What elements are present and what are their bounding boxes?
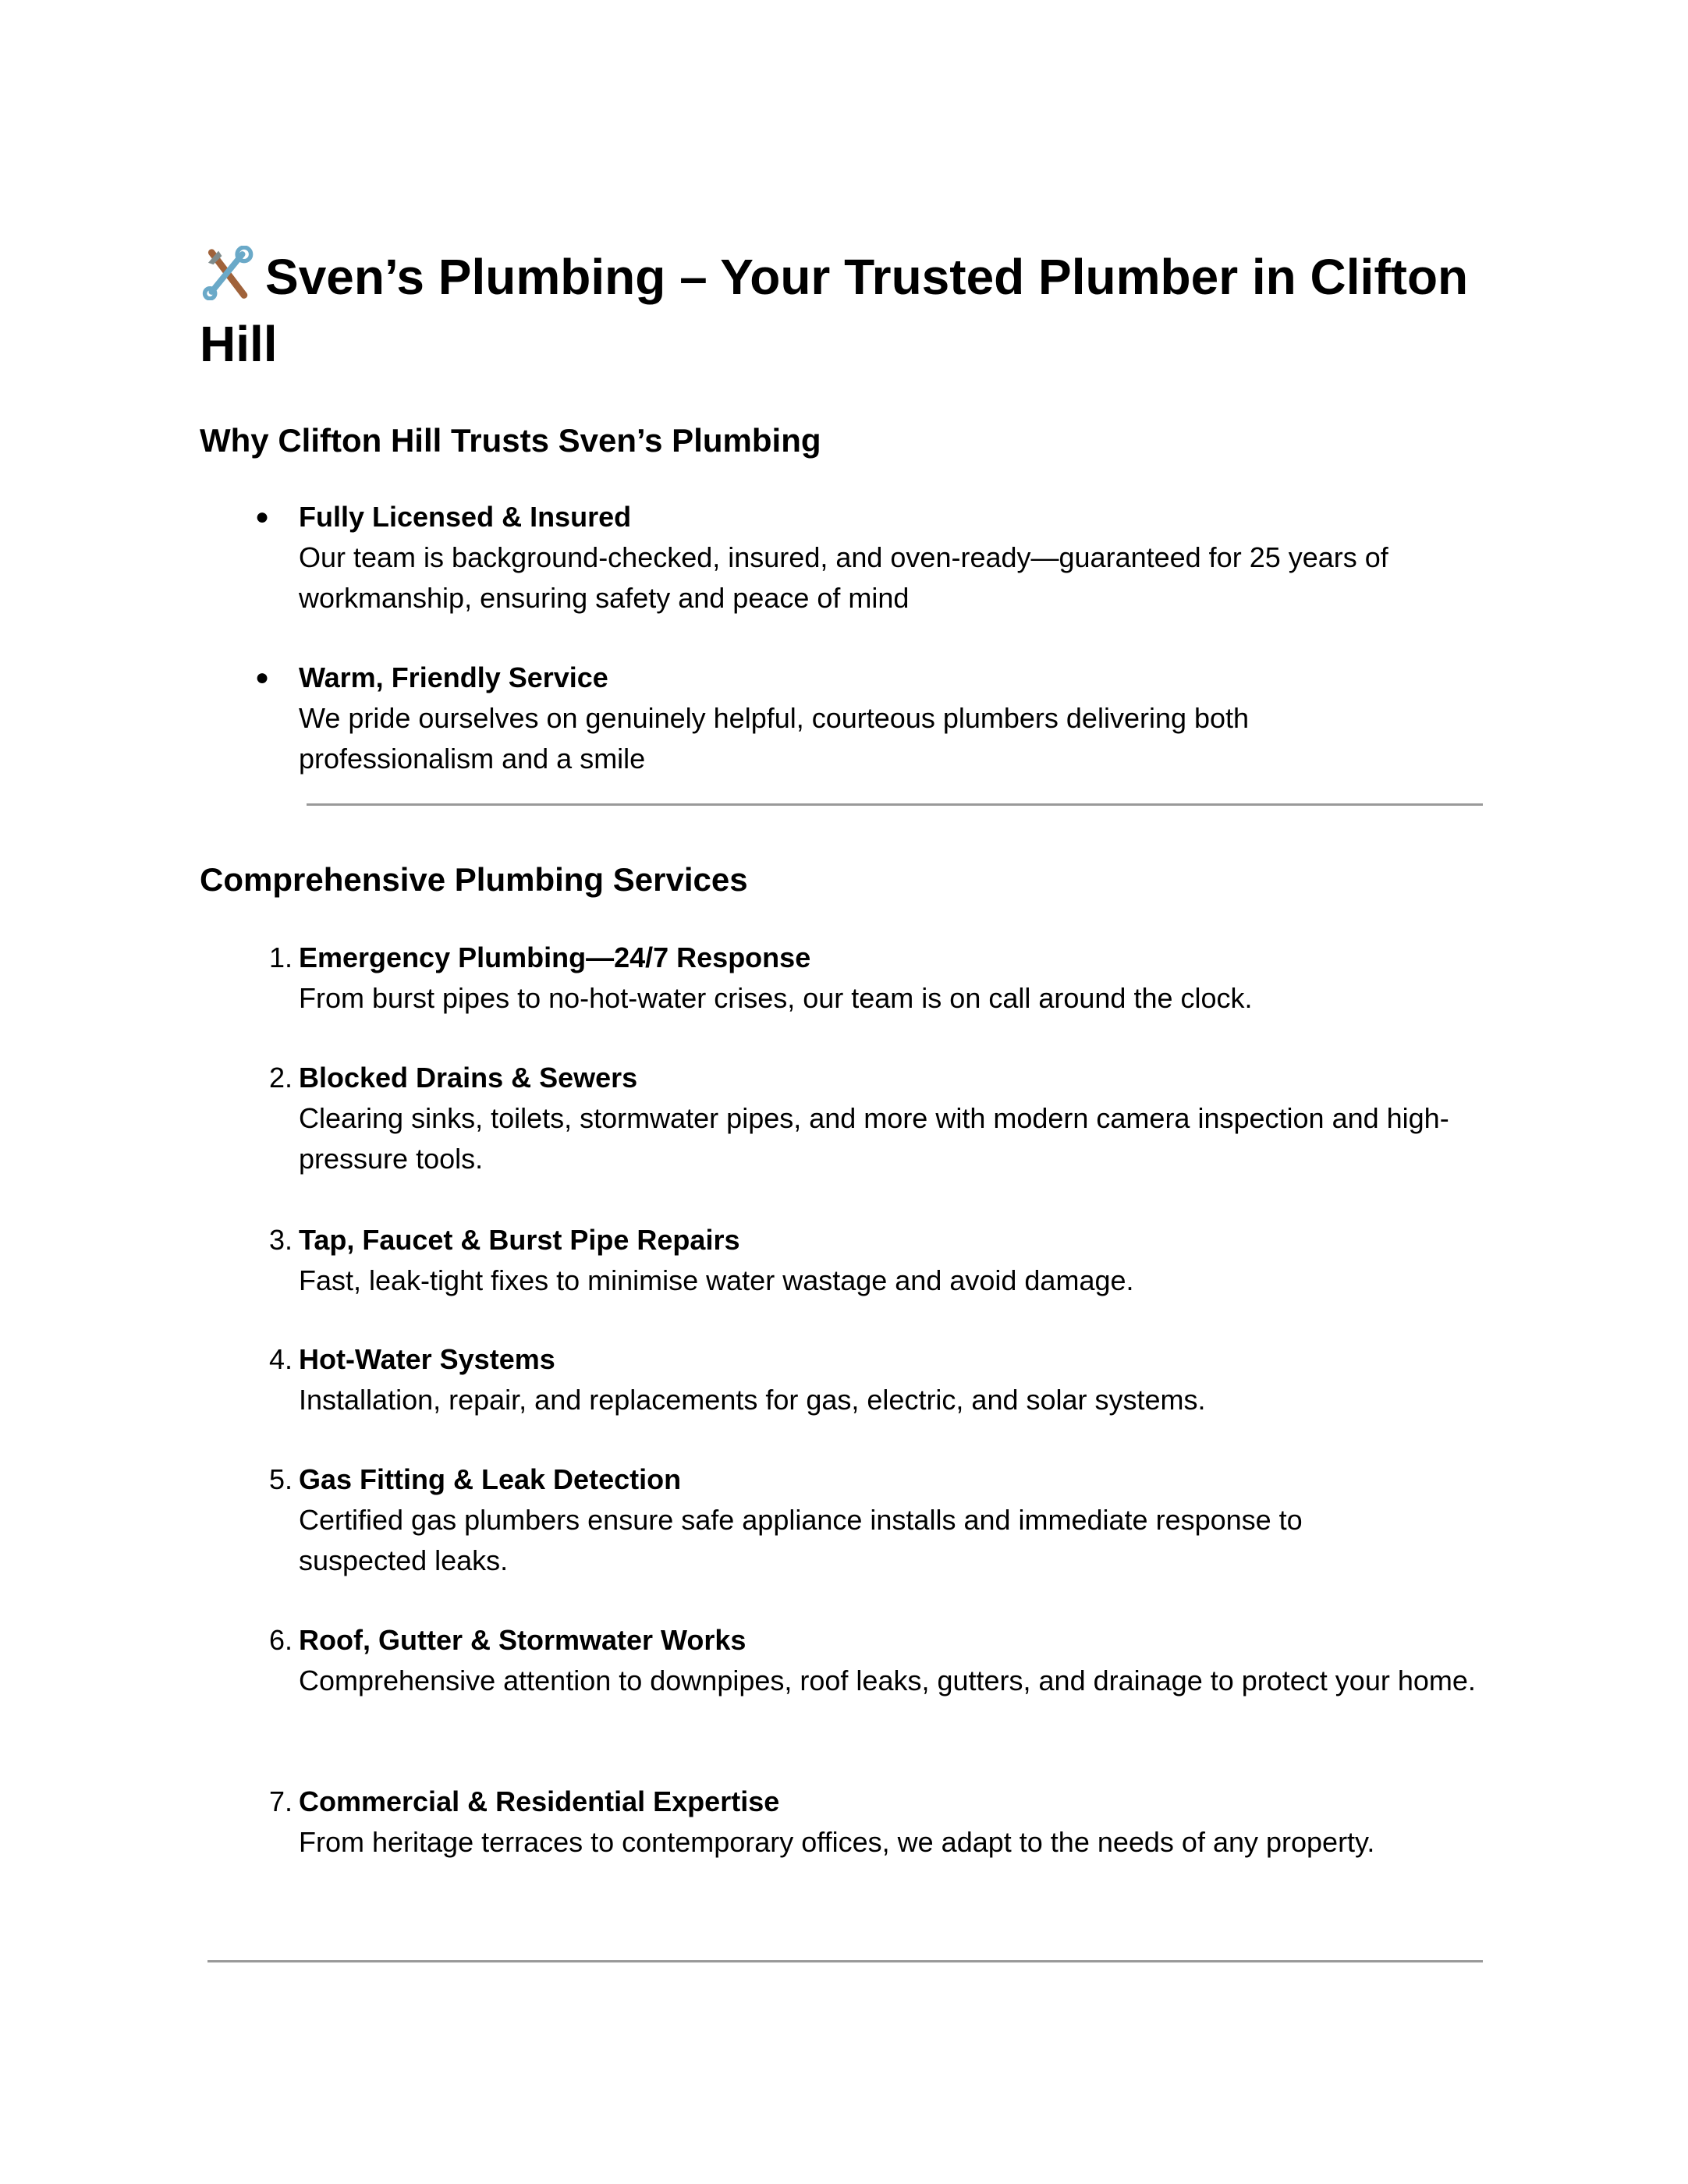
- title-text: Sven’s Plumbing – Your Trusted Plumber in Clifton Hill: [200, 249, 1469, 372]
- item-number: 4.: [268, 1343, 293, 1375]
- item-title: Gas Fitting & Leak Detection: [299, 1463, 682, 1495]
- list-item: [268, 1220, 1500, 1301]
- item-desc: Our team is background‑checked, insured, and oven-ready—guaranteed for 25 years of workmanship, ensuring safety and peace of mind: [299, 541, 1388, 614]
- item-title: Hot-Water Systems: [299, 1343, 555, 1375]
- item-desc: Clearing sinks, toilets, stormwater pipes, and more with modern camera inspection and high-pressure tools.: [299, 1102, 1449, 1175]
- item-desc: From burst pipes to no-hot-water crises, our team is on call around the clock.: [299, 982, 1253, 1014]
- list-item: [268, 1782, 1500, 1863]
- list-item: [268, 1620, 1500, 1701]
- list-item: [268, 1058, 1500, 1179]
- item-desc: We pride ourselves on genuinely helpful, courteous plumbers delivering both professionalism and a smile: [299, 702, 1250, 775]
- item-number: 1.: [268, 941, 293, 973]
- item-title: Fully Licensed & Insured: [299, 501, 632, 533]
- item-number: 2.: [268, 1062, 293, 1094]
- item-number: 6.: [268, 1624, 293, 1656]
- list-item: [254, 497, 1500, 619]
- item-title: Emergency Plumbing—24/7 Response: [299, 941, 811, 973]
- item-desc: Fast, leak-tight fixes to minimise water wastage and avoid damage.: [299, 1264, 1134, 1296]
- item-desc: Installation, repair, and replacements for gas, electric, and solar systems.: [299, 1384, 1206, 1416]
- item-desc: Certified gas plumbers ensure safe appliance installs and immediate response to suspected leaks.: [299, 1504, 1303, 1576]
- list-item: [268, 938, 1500, 1019]
- item-desc: From heritage terraces to contemporary offices, we adapt to the needs of any property.: [299, 1826, 1375, 1858]
- page-title: [200, 243, 1510, 378]
- bullet-icon: ●: [254, 665, 270, 690]
- item-title: Warm, Friendly Service: [299, 661, 608, 693]
- item-title: Blocked Drains & Sewers: [299, 1062, 638, 1094]
- list-item: [254, 658, 1500, 779]
- list-item: [268, 1339, 1500, 1420]
- item-desc: Comprehensive attention to downpipes, roof leaks, gutters, and drainage to protect your home.: [299, 1665, 1476, 1696]
- divider: [207, 1960, 1483, 1962]
- hammer-and-wrench-icon: [200, 246, 254, 300]
- item-title: Commercial & Residential Expertise: [299, 1785, 780, 1817]
- item-title: Tap, Faucet & Burst Pipe Repairs: [299, 1224, 740, 1256]
- bullet-icon: ●: [254, 504, 270, 530]
- services-heading: Comprehensive Plumbing Services: [200, 861, 748, 898]
- why-heading: Why Clifton Hill Trusts Sven’s Plumbing: [200, 422, 821, 459]
- item-number: 7.: [268, 1785, 293, 1817]
- item-number: 3.: [268, 1224, 293, 1256]
- item-title: Roof, Gutter & Stormwater Works: [299, 1624, 746, 1656]
- list-item: [268, 1459, 1500, 1581]
- item-number: 5.: [268, 1463, 293, 1495]
- divider: [307, 803, 1483, 806]
